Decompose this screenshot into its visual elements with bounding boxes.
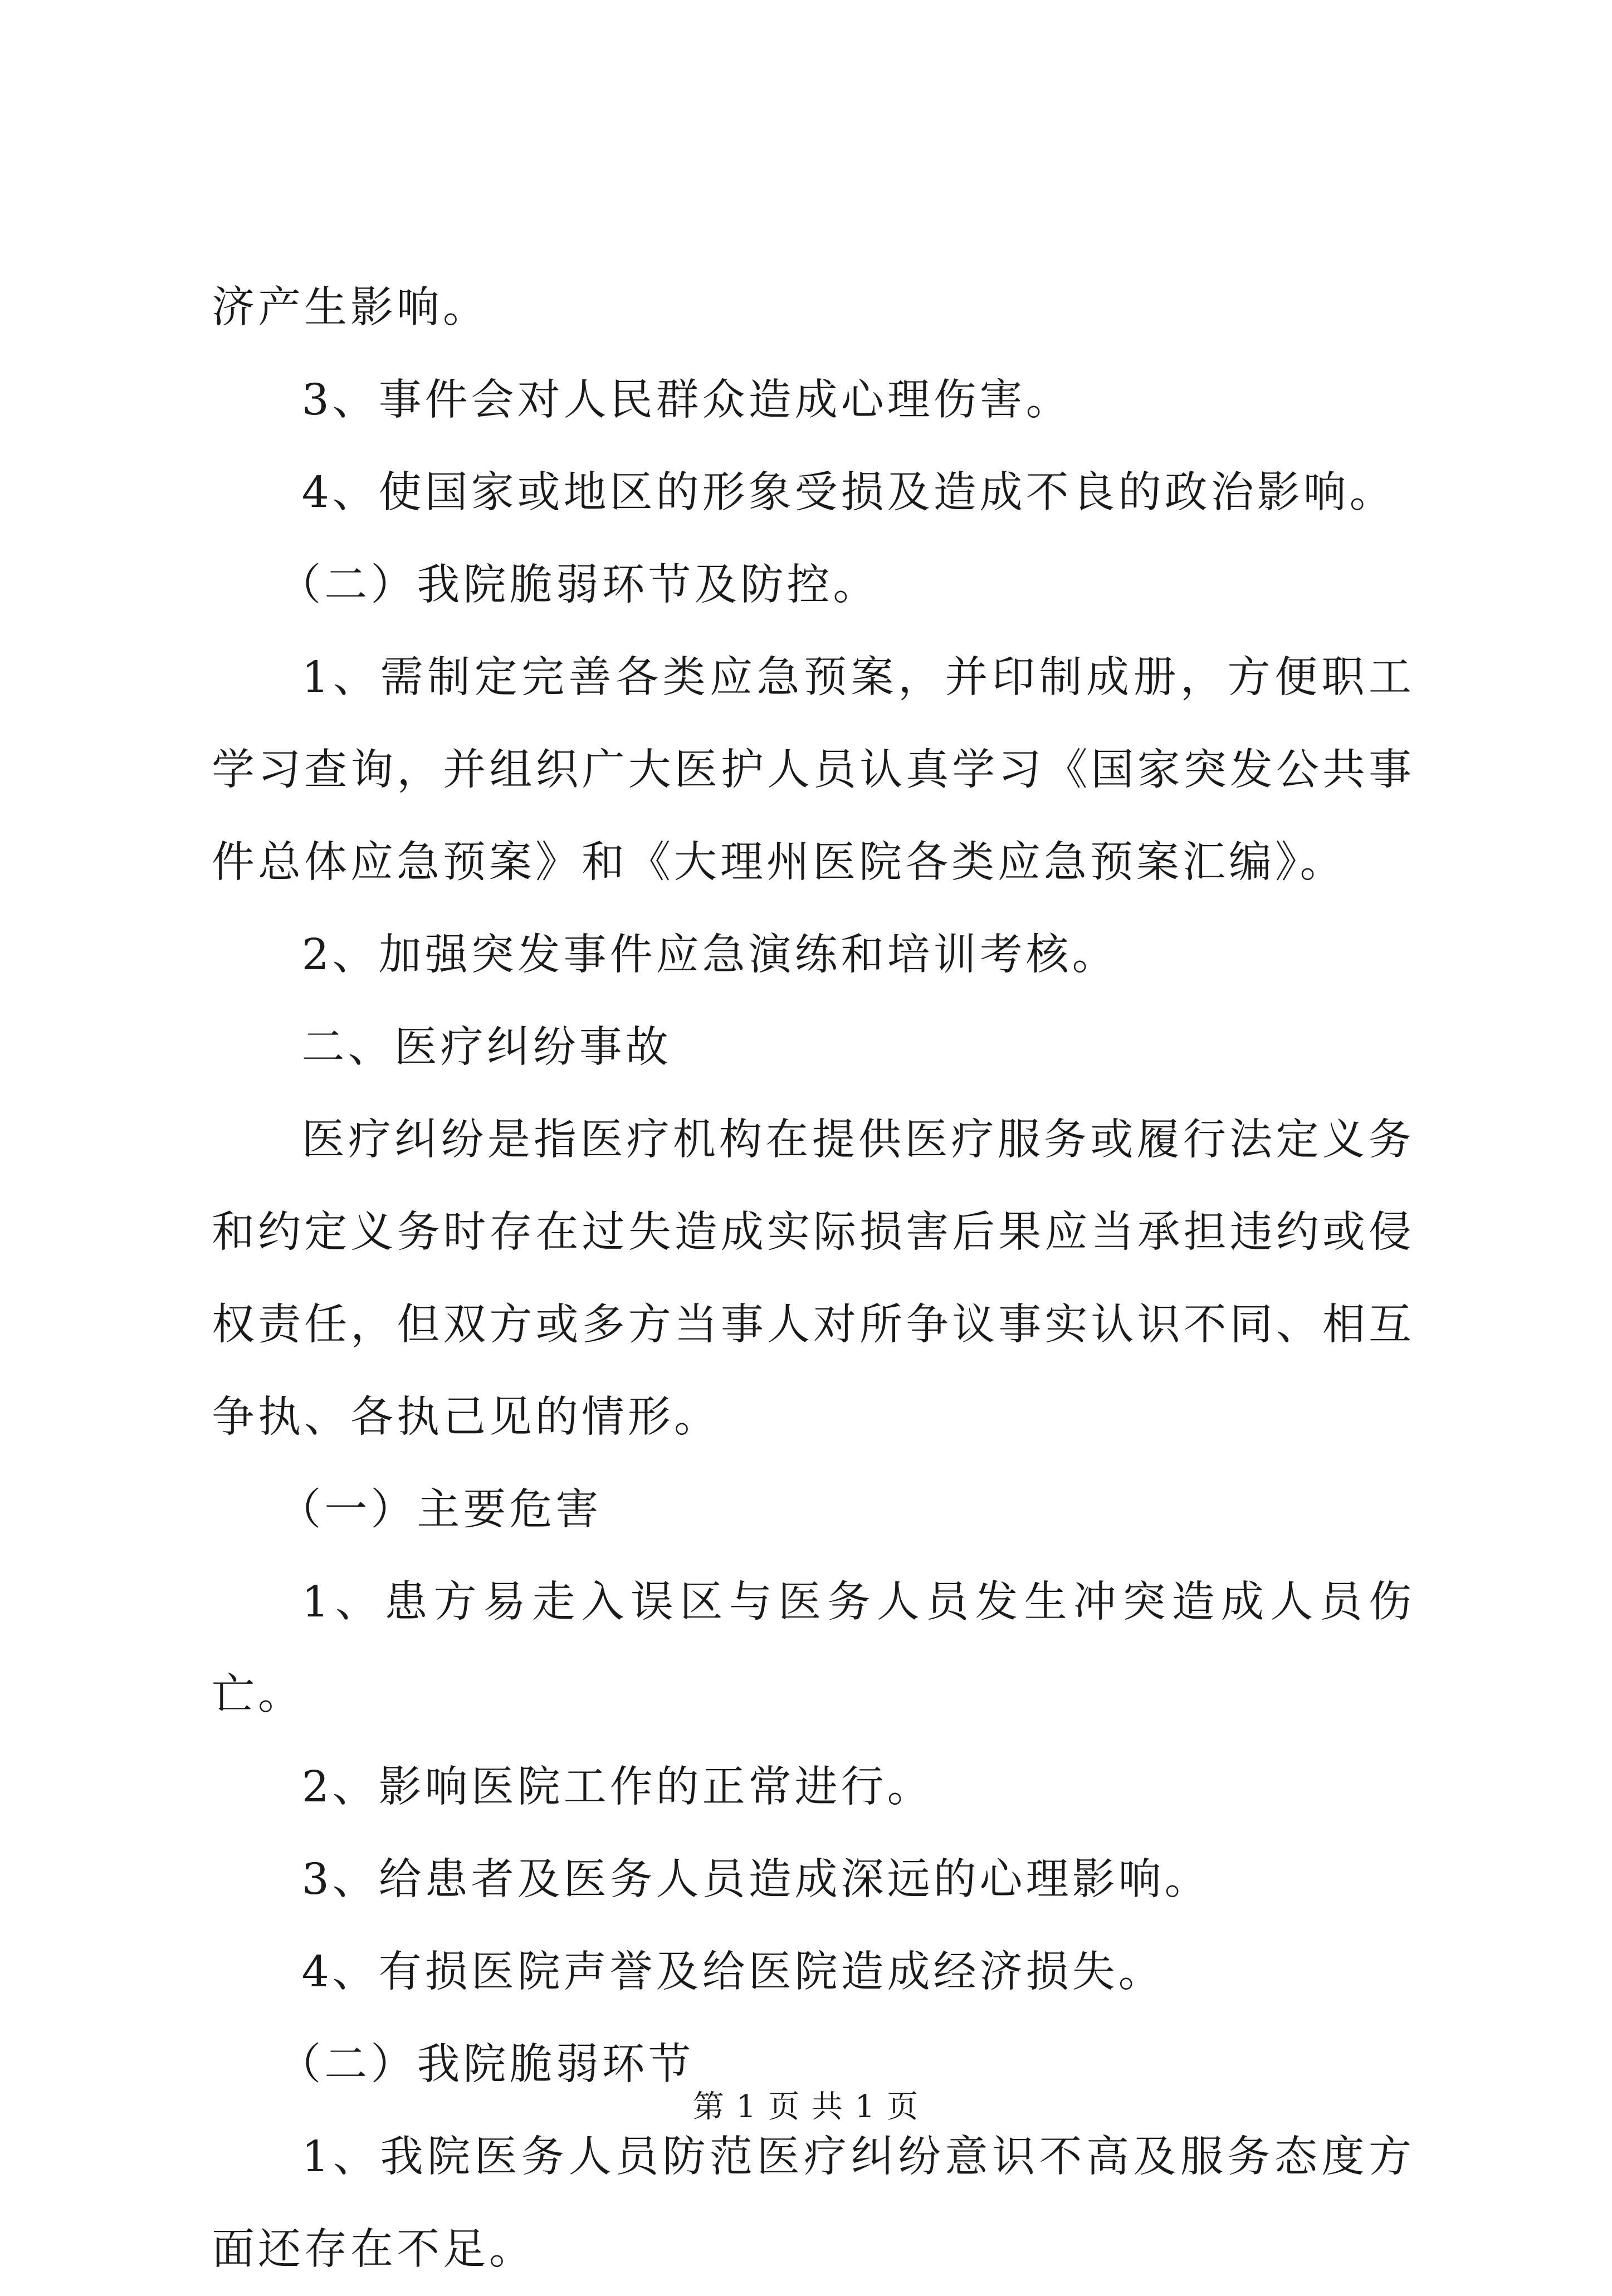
section-heading-weak-links-control: （二）我院脆弱环节及防控。 xyxy=(278,560,880,610)
paragraph-weak-link-1: 1、我院医务人员防范医疗纠纷意识不高及服务态度方面还存在不足。 xyxy=(212,2132,1415,2274)
paragraph-continuation: 济产生影响。 xyxy=(212,283,489,333)
section-heading-main-harms: （一）主要危害 xyxy=(278,1485,602,1535)
section-heading-weak-links: （二）我院脆弱环节 xyxy=(278,2040,695,2089)
paragraph-item-4: 4、使国家或地区的形象受损及造成不良的政治影响。 xyxy=(301,468,1396,517)
paragraph-item-1-plans: 1、需制定完善各类应急预案，并印制成册，方便职工学习查询，并组织广大医护人员认真学习《国家突发公共事件总体应急预案》和《大理州医院各类应急预案汇编》。 xyxy=(212,653,1415,887)
document-body xyxy=(212,262,1415,2296)
paragraph-harm-1: 1、患方易走入误区与医务人员发生冲突造成人员伤亡。 xyxy=(212,1577,1415,1719)
paragraph-harm-3: 3、给患者及医务人员造成深远的心理影响。 xyxy=(301,1855,1211,1904)
paragraph-harm-4: 4、有损医院声誉及给医院造成经济损失。 xyxy=(301,1947,1165,1997)
paragraph-item-3: 3、事件会对人民群众造成心理伤害。 xyxy=(301,375,1072,425)
paragraph-dispute-definition: 医疗纠纷是指医疗机构在提供医疗服务或履行法定义务和约定义务时存在过失造成实际损害后果应当承担违约或侵权责任，但双方或多方当事人对所争议事实认识不同、相互争执、各执己见的情形。 xyxy=(212,1115,1415,1442)
paragraph-harm-2: 2、影响医院工作的正常进行。 xyxy=(301,1762,934,1812)
section-heading-medical-disputes: 二、医疗纠纷事故 xyxy=(301,1023,672,1072)
paragraph-item-2-drills: 2、加强突发事件应急演练和培训考核。 xyxy=(301,930,1118,980)
page-footer: 第 1 页 共 1 页 xyxy=(692,2089,920,2125)
